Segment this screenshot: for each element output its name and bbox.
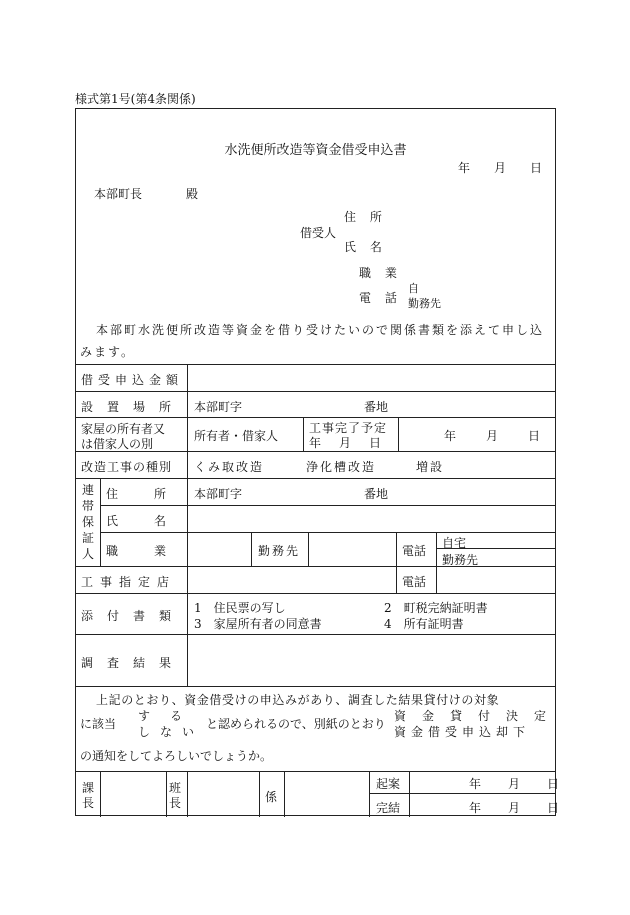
applicant-phone-label: 電 話 [359, 291, 402, 305]
attachment-item-1: 1 住民票の写し [194, 601, 286, 615]
location-label: 設置場所 [81, 400, 186, 414]
attachment-item-3: 3 家屋所有者の同意書 [194, 617, 322, 631]
work-type-label: 改造工事の種別 [81, 460, 173, 474]
location-value[interactable]: 本部町字 [194, 400, 243, 414]
staff-label: 係 [265, 790, 278, 804]
applicant-phone-work: 勤務先 [408, 297, 441, 310]
completion-sub: 年 月 日 [309, 436, 385, 450]
conclusion-line-1: 上記のとおり、資金借受けの申込みがあり、調査した結果貸付けの対象 [96, 693, 500, 707]
amount-label: 借受申込金額 [81, 373, 184, 387]
location-banchi: 番地 [364, 400, 389, 414]
conclusion-middle: と認められるので、別紙のとおり [206, 717, 386, 731]
attachments-label: 添付書類 [81, 609, 186, 623]
section-chief-label: 課長 [82, 781, 95, 810]
guarantor-name-field[interactable] [188, 506, 554, 531]
honorific: 殿 [186, 187, 199, 201]
guarantor-occupation-label: 職 業 [106, 544, 171, 558]
guarantor-phone-label: 電話 [402, 544, 427, 558]
guarantor-name-label: 氏 名 [106, 514, 171, 528]
conclusion-choice-1[interactable]: 資金貸付決定 [394, 709, 563, 723]
survey-field[interactable] [188, 635, 554, 685]
guarantor-phone-work[interactable]: 勤務先 [442, 553, 479, 567]
finalized-label: 完結 [376, 801, 401, 815]
amount-field[interactable] [188, 365, 554, 390]
staff-stamp[interactable] [285, 772, 368, 816]
drafted-label: 起案 [376, 777, 401, 791]
applicant-phone-home: 自 [408, 282, 419, 295]
date-month: 月 [494, 161, 507, 175]
attachment-item-4: 4 所有証明書 [384, 617, 464, 631]
conclusion-line-3: の通知をしてよろしいでしょうか。 [80, 749, 273, 763]
conclusion-option-2[interactable]: しない [138, 725, 205, 739]
date-day: 日 [530, 161, 543, 175]
intro-line-1: 本部町水洗便所改造等資金を借り受けたいので関係書類を添えて申し込 [96, 323, 545, 337]
conclusion-option-1[interactable]: す る [138, 709, 187, 723]
survey-label: 調査結果 [81, 656, 186, 670]
group-chief-stamp[interactable] [188, 772, 258, 816]
attachment-item-2: 2 町税完納証明書 [384, 601, 488, 615]
owner-value[interactable]: 所有者・借家人 [194, 429, 279, 443]
date-year: 年 [458, 161, 471, 175]
section-chief-stamp[interactable] [101, 772, 165, 816]
completion-label: 工事完了予定 [309, 421, 388, 435]
guarantor-address-value[interactable]: 本部町字 [194, 487, 243, 501]
work-type-option-2[interactable]: 浄化槽改造 [306, 460, 377, 474]
form-number: 様式第1号(第4条関係) [75, 92, 196, 106]
owner-label-2: は借家人の別 [81, 437, 154, 451]
group-chief-label: 班長 [169, 781, 182, 810]
guarantor-banchi: 番地 [364, 487, 389, 501]
form-title: 水洗便所改造等資金借受申込書 [224, 143, 407, 158]
work-type-option-1[interactable]: くみ取改造 [194, 460, 265, 474]
work-type-option-3[interactable]: 増設 [416, 460, 445, 474]
contractor-label: 工事指定店 [81, 575, 177, 589]
guarantor-address-label: 住 所 [106, 487, 171, 501]
guarantor-phone-home[interactable]: 自宅 [442, 536, 467, 550]
applicant-label: 借受人 [300, 226, 337, 240]
guarantor-label: 連帯保証人 [82, 483, 95, 561]
addressee: 本部町長 [94, 187, 143, 201]
drafted-date[interactable]: 年 月 日 [469, 777, 561, 791]
guarantor-workplace-label: 勤務先 [258, 544, 301, 558]
applicant-occupation-label: 職 業 [359, 266, 402, 280]
intro-line-2: みます。 [80, 345, 136, 359]
contractor-phone-label: 電話 [402, 575, 427, 589]
owner-label-1: 家屋の所有者又 [81, 422, 166, 436]
applicant-name-label: 氏 名 [344, 240, 387, 254]
conclusion-prefix: に該当 [80, 717, 117, 731]
applicant-address-label: 住 所 [344, 210, 387, 224]
finalized-date[interactable]: 年 月 日 [469, 801, 561, 815]
conclusion-choice-2[interactable]: 資金借受申込却下 [394, 725, 531, 739]
completion-value[interactable]: 年 月 日 [444, 429, 543, 443]
application-form [75, 108, 563, 816]
